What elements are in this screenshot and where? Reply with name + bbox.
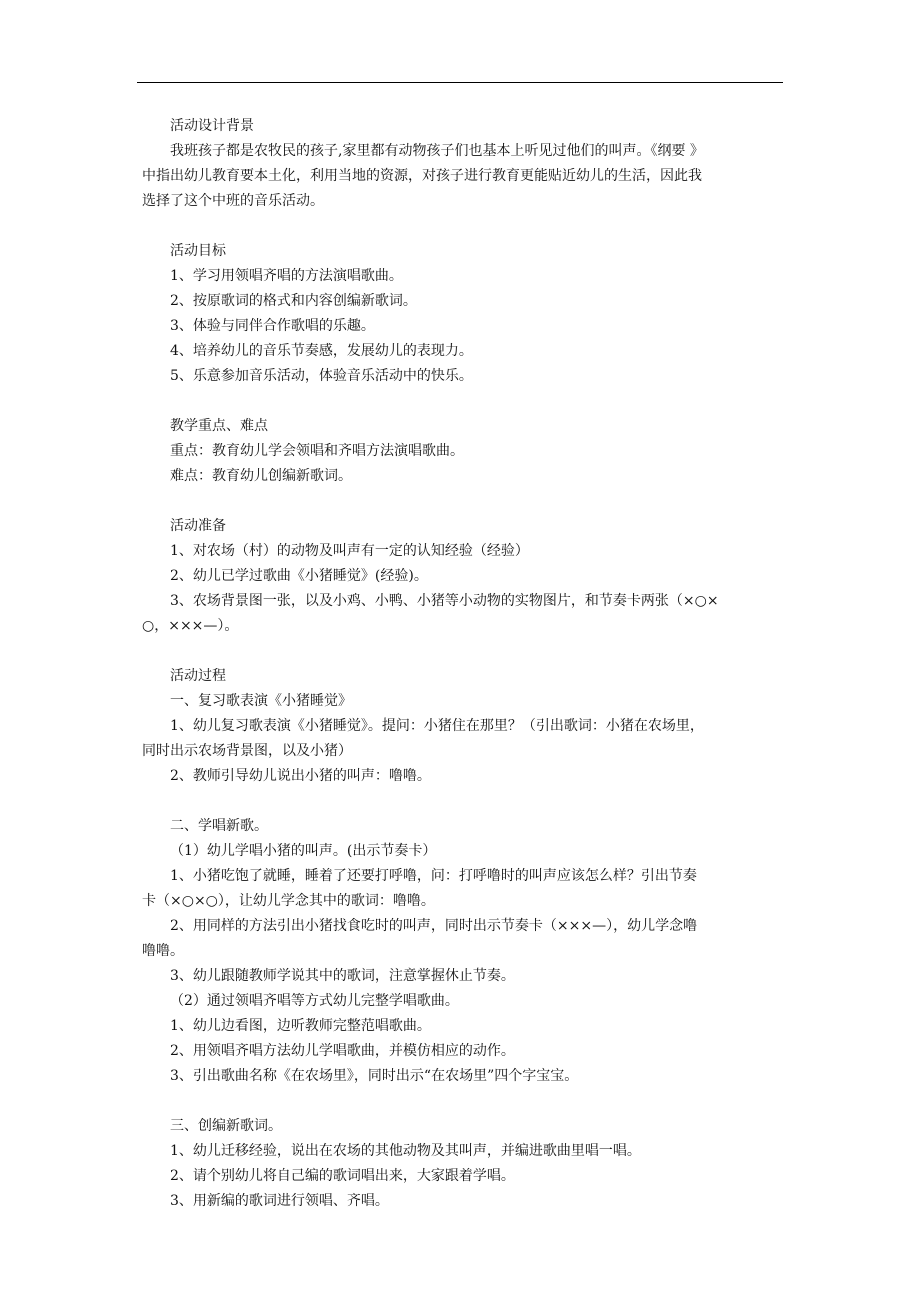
- section-background: [142, 114, 787, 214]
- list-item: 重点：教育幼儿学会领唱和齐唱方法演唱歌曲。: [170, 443, 464, 459]
- list-item: 2、幼儿已学过歌曲《小猪睡觉》(经验)。: [170, 568, 428, 584]
- list-item: 2、教师引导幼儿说出小猪的叫声：噜噜。: [170, 768, 431, 784]
- list-item-continuation: 同时出示农场背景图，以及小猪）: [142, 743, 352, 759]
- list-item: 3、农场背景图一张，以及小鸡、小鸭、小猪等小动物的实物图片，和节奏卡两张（×○×: [170, 593, 719, 609]
- list-item: 4、培养幼儿的音乐节奏感，发展幼儿的表现力。: [170, 343, 473, 359]
- list-item: 2、按原歌词的格式和内容创编新歌词。: [170, 293, 417, 309]
- list-item: 2、请个别幼儿将自己编的歌词唱出来，大家跟着学唱。: [170, 1168, 515, 1184]
- header-rule: [137, 82, 783, 83]
- list-item: 1、幼儿复习歌表演《小猪睡觉》。提问：小猪住在那里？（引出歌词：小猪在农场里，: [170, 718, 704, 734]
- section-title: 活动准备: [170, 518, 226, 534]
- section-learn-song: [142, 814, 787, 1089]
- list-item: 3、引出歌曲名称《在农场里》，同时出示“在农场里”四个字宝宝。: [170, 1068, 579, 1084]
- list-item: 5、乐意参加音乐活动，体验音乐活动中的快乐。: [170, 368, 473, 384]
- section-title: 活动过程: [170, 668, 226, 684]
- section-process: [142, 664, 787, 789]
- list-item: 1、幼儿迁移经验，说出在农场的其他动物及其叫声，并编进歌曲里唱一唱。: [170, 1143, 641, 1159]
- section-title: 活动目标: [170, 243, 226, 259]
- list-item: 2、用同样的方法引出小猪找食吃时的叫声，同时出示节奏卡（×××—），幼儿学念噜: [170, 918, 698, 934]
- list-item: 1、小猪吃饱了就睡，睡着了还要打呼噜，问：打呼噜时的叫声应该怎么样？引出节奏: [170, 868, 697, 884]
- subsection-title: （2）通过领唱齐唱等方式幼儿完整学唱歌曲。: [170, 993, 459, 1009]
- list-item: 3、幼儿跟随教师学说其中的歌词，注意掌握休止节奏。: [170, 968, 515, 984]
- list-item: 3、用新编的歌词进行领唱、齐唱。: [170, 1193, 389, 1209]
- list-item-continuation: ○，×××—）。: [142, 618, 239, 634]
- section-title: 教学重点、难点: [170, 418, 268, 434]
- section-title: 活动设计背景: [170, 118, 254, 134]
- subsection-title: 一、复习歌表演《小猪睡觉》: [170, 693, 352, 709]
- list-item: 1、学习用领唱齐唱的方法演唱歌曲。: [170, 268, 403, 284]
- section-key-points: [142, 414, 787, 489]
- section-create-lyrics: [142, 1114, 787, 1214]
- list-item: 2、用领唱齐唱方法幼儿学唱歌曲，并模仿相应的动作。: [170, 1043, 515, 1059]
- list-item: 1、对农场（村）的动物及叫声有一定的认知经验（经验）: [170, 543, 529, 559]
- document-body: [142, 114, 787, 1214]
- list-item-continuation: 噜噜。: [142, 943, 184, 959]
- subsection-title: （1）幼儿学唱小猪的叫声。(出示节奏卡）: [170, 843, 437, 859]
- paragraph-line: 中指出幼儿教育要本土化，利用当地的资源，对孩子进行教育更能贴近幼儿的生活，因此我: [142, 168, 702, 184]
- list-item: 难点：教育幼儿创编新歌词。: [170, 468, 352, 484]
- list-item: 1、幼儿边看图，边听教师完整范唱歌曲。: [170, 1018, 431, 1034]
- section-title: 二、学唱新歌。: [170, 818, 268, 834]
- list-item: 3、体验与同伴合作歌唱的乐趣。: [170, 318, 375, 334]
- section-goals: [142, 239, 787, 389]
- paragraph-line: 我班孩子都是农牧民的孩子,家里都有动物孩子们也基本上听见过他们的叫声。《纲要 》: [170, 143, 704, 159]
- section-title: 三、创编新歌词。: [170, 1118, 282, 1134]
- section-preparation: [142, 514, 787, 639]
- list-item-continuation: 卡（×○×○），让幼儿学念其中的歌词：噜噜。: [142, 893, 435, 909]
- paragraph-line: 选择了这个中班的音乐活动。: [142, 193, 324, 209]
